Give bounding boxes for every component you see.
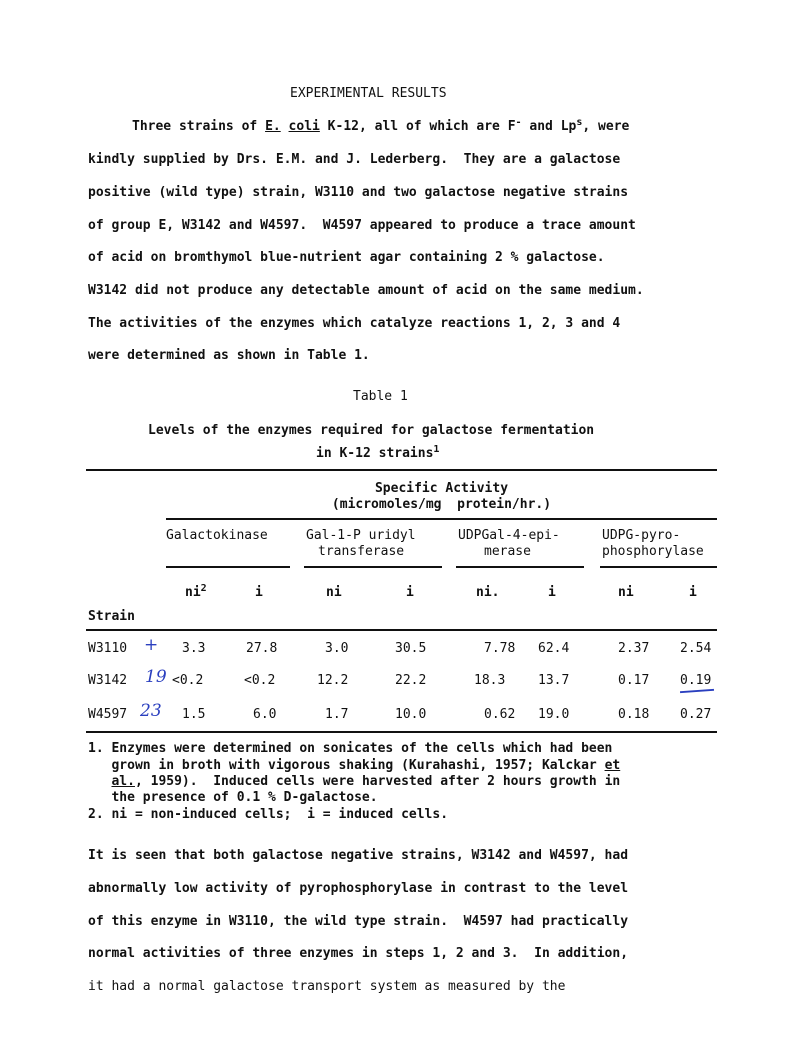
value-cell: 2.54 [680, 641, 712, 656]
footnote-2: 2. ni = non-induced cells; i = induced cells. [88, 807, 449, 822]
value-cell: 10.0 [395, 707, 427, 722]
enzyme-galactokinase: Galactokinase [166, 528, 268, 543]
value-cell: 3.3 [182, 641, 206, 656]
intro-line-4: of group E, W3142 and W4597. W4597 appeared to produce a trace amount [88, 218, 636, 233]
value-cell: 19.0 [538, 707, 570, 722]
subheader-ni [185, 585, 207, 601]
subgroup-rule-3 [456, 566, 584, 568]
species-name: coli [288, 119, 320, 134]
table-bottom-rule [86, 731, 717, 733]
value-cell: 7.78 [484, 641, 516, 656]
strain-name: W3110 [88, 641, 128, 656]
value-cell: 30.5 [395, 641, 427, 656]
intro-text: and Lp [521, 119, 577, 134]
intro-text: Three strains of [132, 119, 266, 134]
strain-name: W3142 [88, 673, 128, 688]
strain-column-label: Strain [88, 609, 135, 624]
body-line-5: it had a normal galactose transport system as measured by the [88, 979, 566, 994]
intro-text: , were [582, 119, 630, 134]
handwritten-mark: 19 [145, 667, 167, 687]
value-cell: 1.7 [325, 707, 349, 722]
intro-line-6: W3142 did not produce any detectable amount of acid on the same medium. [88, 283, 644, 298]
handwritten-mark: 23 [140, 701, 162, 721]
value-cell: 62.4 [538, 641, 570, 656]
citation-et: et [604, 758, 621, 773]
intro-line-3: positive (wild type) strain, W3110 and two galactose negative strains [88, 185, 629, 200]
page-heading: EXPERIMENTAL RESULTS [290, 86, 447, 101]
value-cell: 13.7 [538, 673, 570, 688]
subheader-i: i [406, 585, 414, 600]
table-caption-1: Levels of the enzymes required for galactose fermentation [148, 423, 595, 438]
genus-abbrev: E. [265, 119, 281, 134]
intro-line-8: were determined as shown in Table 1. [88, 348, 370, 363]
enzyme-transferase-2: transferase [318, 544, 405, 559]
subheader-i: i [689, 585, 697, 600]
intro-line-5: of acid on bromthymol blue-nutrient agar containing 2 % galactose. [88, 250, 605, 265]
value-cell: 0.17 [618, 673, 650, 688]
body-line-3: of this enzyme in W3110, the wild type strain. W4597 had practically [88, 914, 629, 929]
superscript: - [515, 117, 522, 128]
handwritten-mark: + [144, 635, 159, 655]
value-cell: 0.19 [680, 673, 712, 688]
handwritten-underline [680, 689, 714, 693]
value-cell: 12.2 [317, 673, 349, 688]
strain-name: W4597 [88, 707, 128, 722]
enzyme-epimerase-2: merase [484, 544, 531, 559]
intro-line-2: kindly supplied by Drs. E.M. and J. Lederberg. They are a galactose [88, 152, 621, 167]
subgroup-rule-2 [304, 566, 442, 568]
body-line-1: It is seen that both galactose negative strains, W3142 and W4597, had [88, 848, 629, 863]
enzyme-epimerase-1: UDPGal-4-epi- [458, 528, 560, 543]
value-cell: 0.62 [484, 707, 516, 722]
header-bottom-rule [86, 629, 717, 631]
footnote-1-line-2 [88, 758, 620, 774]
footnote-ref: 2 [200, 583, 207, 594]
value-cell: 0.18 [618, 707, 650, 722]
intro-line-7: The activities of the enzymes which catalyze reactions 1, 2, 3 and 4 [88, 316, 621, 331]
value-cell: 18.3 [474, 673, 506, 688]
value-cell: <0.2 [172, 673, 204, 688]
caption-text: in K-12 strains [316, 446, 434, 461]
footnote-1-line-1: 1. Enzymes were determined on sonicates of the cells which had been [88, 741, 613, 756]
value-cell: 1.5 [182, 707, 206, 722]
footnote-ref: 1 [433, 444, 440, 455]
table-caption-2 [316, 446, 439, 462]
footnote-1-line-4: the presence of 0.1 % D-galactose. [88, 790, 378, 805]
value-cell: 22.2 [395, 673, 427, 688]
subheader-ni: ni [618, 585, 634, 600]
footnote-text: grown in broth with vigorous shaking (Kurahashi, 1957; Kalckar [88, 758, 605, 773]
subheader-i: i [548, 585, 556, 600]
value-cell: 0.27 [680, 707, 712, 722]
body-line-2: abnormally low activity of pyrophosphorylase in contrast to the level [88, 881, 629, 896]
superscript: s [576, 117, 583, 128]
subheader-ni: ni [326, 585, 342, 600]
subheader-i: i [255, 585, 263, 600]
table-label: Table 1 [353, 389, 408, 404]
footnote-1-line-3 [88, 774, 620, 790]
subgroup-rule-4 [600, 566, 717, 568]
value-cell: <0.2 [244, 673, 276, 688]
ni-label: ni [185, 585, 201, 600]
citation-al: al. [111, 774, 135, 789]
enzyme-pyrophosphorylase-1: UDPG-pyro- [602, 528, 681, 543]
enzyme-transferase-1: Gal-1-P uridyl [306, 528, 416, 543]
specific-activity-units: (micromoles/mg protein/hr.) [331, 497, 552, 512]
value-cell: 27.8 [246, 641, 278, 656]
subgroup-rule-1 [166, 566, 290, 568]
value-cell: 2.37 [618, 641, 650, 656]
value-cell: 3.0 [325, 641, 349, 656]
body-line-4: normal activities of three enzymes in steps 1, 2 and 3. In addition, [88, 946, 629, 961]
enzyme-pyrophosphorylase-2: phosphorylase [602, 544, 704, 559]
intro-text: K-12, all of which are F [319, 119, 516, 134]
table-top-rule [86, 469, 717, 471]
value-cell: 6.0 [253, 707, 277, 722]
intro-line-1 [132, 119, 629, 135]
group-rule [166, 518, 717, 520]
specific-activity-heading: Specific Activity [374, 481, 509, 496]
subheader-ni: ni. [476, 585, 500, 600]
footnote-text: , 1959). Induced cells were harvested after 2 hours growth in [134, 774, 621, 789]
